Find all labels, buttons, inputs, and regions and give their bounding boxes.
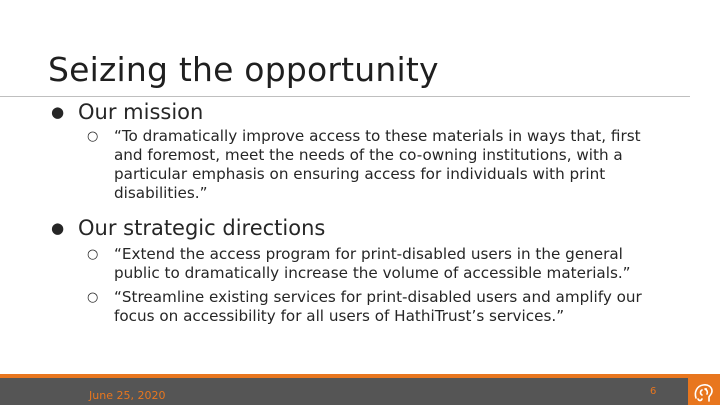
elephant-logo-icon [688, 378, 720, 405]
subbullet-glyph: ○ [87, 290, 99, 305]
footer-date: June 25, 2020 [89, 389, 166, 402]
subbullet-streamline-services [87, 288, 647, 326]
bullet-glyph: ● [51, 219, 65, 237]
subbullet-mission-quote [87, 127, 647, 203]
slide-title: Seizing the opportunity [48, 50, 439, 89]
bullet-glyph: ● [51, 103, 65, 121]
bullet-label: Our mission [78, 100, 204, 124]
subbullet-text: “Streamline existing services for print-disabled users and amplify our focus on accessibility for all users of HathiTrust’s services.” [114, 288, 642, 325]
subbullet-glyph: ○ [87, 247, 99, 262]
subbullet-text: “Extend the access program for print-disabled users in the general public to dramatically increase the volume of accessible materials.” [114, 245, 631, 282]
subbullet-extend-access [87, 245, 647, 283]
bullet-label: Our strategic directions [78, 216, 326, 240]
subbullet-glyph: ○ [87, 129, 99, 144]
subbullet-text: “To dramatically improve access to these materials in ways that, first and foremost, meet the needs of the co-owning institutions, with a particular emphasis on ensuring access for individuals with print disabilities.” [114, 127, 641, 202]
page-number: 6 [650, 386, 657, 397]
